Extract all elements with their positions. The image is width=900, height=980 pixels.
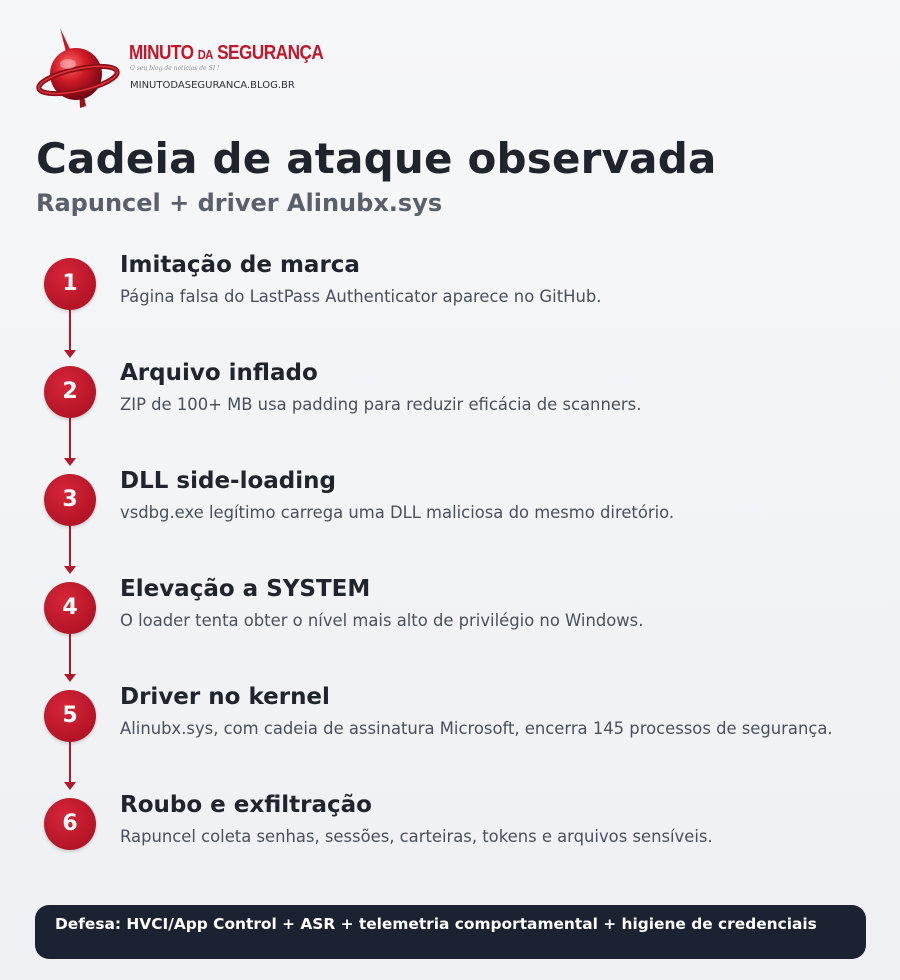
globe-logo-icon (34, 22, 126, 112)
step-title: Driver no kernel (120, 684, 330, 710)
logo-url: MINUTODASEGURANCA.BLOG.BR (130, 80, 295, 91)
step-description: Alinubx.sys, com cadeia de assinatura Microsoft, encerra 145 processos de segurança. (120, 719, 833, 738)
step-number-badge: 1 (44, 258, 96, 310)
step-connector (69, 634, 71, 674)
step-number-badge: 3 (44, 474, 96, 526)
arrow-down-icon (64, 458, 76, 466)
step-connector (69, 742, 71, 782)
arrow-down-icon (64, 566, 76, 574)
step-title: Roubo e exfiltração (120, 792, 372, 818)
step-number-badge: 2 (44, 366, 96, 418)
step-title: Elevação a SYSTEM (120, 576, 371, 602)
step-connector (69, 418, 71, 458)
defense-banner (35, 905, 866, 959)
defense-text: Defesa: HVCI/App Control + ASR + telemetria comportamental + higiene de credenciais (55, 915, 817, 933)
step-description: ZIP de 100+ MB usa padding para reduzir eficácia de scanners. (120, 395, 642, 414)
step-description: Página falsa do LastPass Authenticator aparece no GitHub. (120, 287, 602, 306)
logo (34, 22, 334, 112)
page-subtitle: Rapuncel + driver Alinubx.sys (36, 189, 443, 217)
step-connector (69, 310, 71, 350)
page-title: Cadeia de ataque observada (36, 134, 717, 183)
step-number-badge: 5 (44, 690, 96, 742)
step-number-badge: 4 (44, 582, 96, 634)
step-number-badge: 6 (44, 798, 96, 850)
arrow-down-icon (64, 674, 76, 682)
step-description: Rapuncel coleta senhas, sessões, carteiras, tokens e arquivos sensíveis. (120, 827, 713, 846)
step-title: DLL side-loading (120, 468, 336, 494)
logo-tagline: O seu blog de notícias de SI ! (130, 65, 220, 72)
logo-title: MINUTO DA SEGURANÇA (129, 42, 324, 64)
step-description: O loader tenta obter o nível mais alto de privilégio no Windows. (120, 611, 644, 630)
step-description: vsdbg.exe legítimo carrega uma DLL maliciosa do mesmo diretório. (120, 503, 675, 522)
step-title: Arquivo inflado (120, 360, 318, 386)
arrow-down-icon (64, 782, 76, 790)
step-connector (69, 526, 71, 566)
step-title: Imitação de marca (120, 252, 360, 278)
arrow-down-icon (64, 350, 76, 358)
